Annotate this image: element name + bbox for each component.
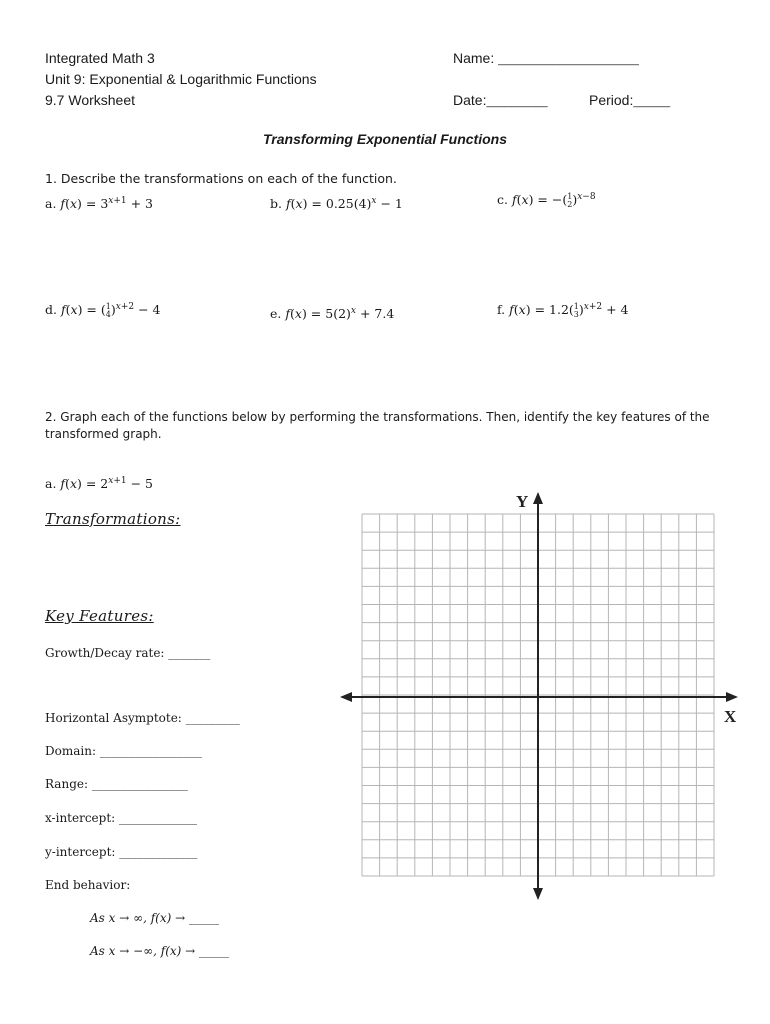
y-axis-bottom-arrow <box>533 888 543 900</box>
period-label: Period: <box>589 92 634 108</box>
answer-blank[interactable]: _________________ <box>99 744 202 758</box>
q1-part-b: b. $f(x) = 0.25(4)^x - 1$ <box>270 196 403 212</box>
feature-label: End behavior: <box>45 878 131 892</box>
answer-blank[interactable]: _________ <box>185 711 240 725</box>
feature-label: y-intercept: <box>45 845 116 859</box>
feature-range <box>45 777 188 791</box>
date-blank: __________ <box>486 96 548 108</box>
feature-label: x-intercept: <box>45 811 116 825</box>
answer-blank[interactable]: _____ <box>188 911 219 925</box>
x-axis-right-arrow <box>726 692 738 702</box>
question-2-prompt-line2: transformed graph. <box>45 427 162 441</box>
q1-part-b-label: b. <box>270 196 282 212</box>
q1-part-d: d. f(x) = (1 4)$^{x+2}$ − 4 <box>45 301 161 319</box>
x-axis-label: X <box>724 707 737 726</box>
name-field[interactable] <box>453 50 639 66</box>
transformations-heading: Transformations: <box>45 510 181 528</box>
feature-domain <box>45 744 202 758</box>
feature-x-intercept <box>45 811 197 825</box>
name-blank: _______________________ <box>498 54 639 66</box>
q1-part-f: f. f(x) = 1.2(1 3)$^{x+2}$ + 4 <box>497 301 629 319</box>
q2-part-a: a. $f(x) = 2^{x+1} - 5$ <box>45 476 153 492</box>
unit-title: Unit 9: Exponential & Logarithmic Functions <box>45 71 317 87</box>
course-title: Integrated Math 3 <box>45 50 155 66</box>
end-behavior-text: As x → −∞, f(x) → <box>90 944 196 958</box>
answer-blank[interactable]: ________________ <box>91 777 188 791</box>
worksheet-number: 9.7 Worksheet <box>45 92 136 108</box>
y-axis-label: Y <box>516 492 529 511</box>
name-label: Name: <box>453 50 495 66</box>
feature-y-intercept <box>45 845 197 859</box>
end-behavior-negative-infinity <box>90 944 229 958</box>
key-features-heading: Key Features: <box>45 607 154 625</box>
coordinate-grid[interactable] <box>338 490 742 902</box>
q1-part-a: a. $f(x) = 3^{x+1} + 3$ <box>45 196 153 212</box>
q1-part-e-label: e. <box>270 306 282 322</box>
question-1-prompt: 1. Describe the transformations on each of the function. <box>45 171 397 186</box>
q1-part-c-label: c. <box>497 192 508 208</box>
feature-label: Horizontal Asymptote: <box>45 711 182 725</box>
end-behavior-text: As x → ∞, f(x) → <box>90 911 186 925</box>
q1-part-e: e. $f(x) = 5(2)^x + 7.4$ <box>270 306 395 322</box>
answer-blank[interactable]: _____ <box>199 944 230 958</box>
feature-label: Range: <box>45 777 89 791</box>
answer-blank[interactable]: _______ <box>168 646 211 660</box>
q1-part-d-label: d. <box>45 302 57 318</box>
question-2-prompt-line1: 2. Graph each of the functions below by performing the transformations. Then, identify the key features of the <box>45 410 710 424</box>
date-field[interactable] <box>453 92 548 108</box>
period-field[interactable] <box>589 92 670 108</box>
q1-part-a-label: a. <box>45 196 57 212</box>
y-axis-top-arrow <box>533 492 543 504</box>
x-axis-left-arrow <box>340 692 352 702</box>
q1-part-f-label: f. <box>497 302 506 318</box>
end-behavior-positive-infinity <box>90 911 219 925</box>
feature-label: Domain: <box>45 744 96 758</box>
feature-growth-decay <box>45 646 210 660</box>
feature-horizontal-asymptote <box>45 711 240 725</box>
worksheet-title: Transforming Exponential Functions <box>263 131 507 147</box>
date-label: Date: <box>453 92 487 108</box>
period-blank: ______ <box>633 96 671 108</box>
answer-blank[interactable]: _____________ <box>119 811 198 825</box>
q1-part-c: c. f(x) = −(1 2)$^{x-8}$ <box>497 191 596 209</box>
answer-blank[interactable]: _____________ <box>119 845 198 859</box>
feature-label: Growth/Decay rate: <box>45 646 165 660</box>
feature-end-behavior <box>45 878 130 892</box>
